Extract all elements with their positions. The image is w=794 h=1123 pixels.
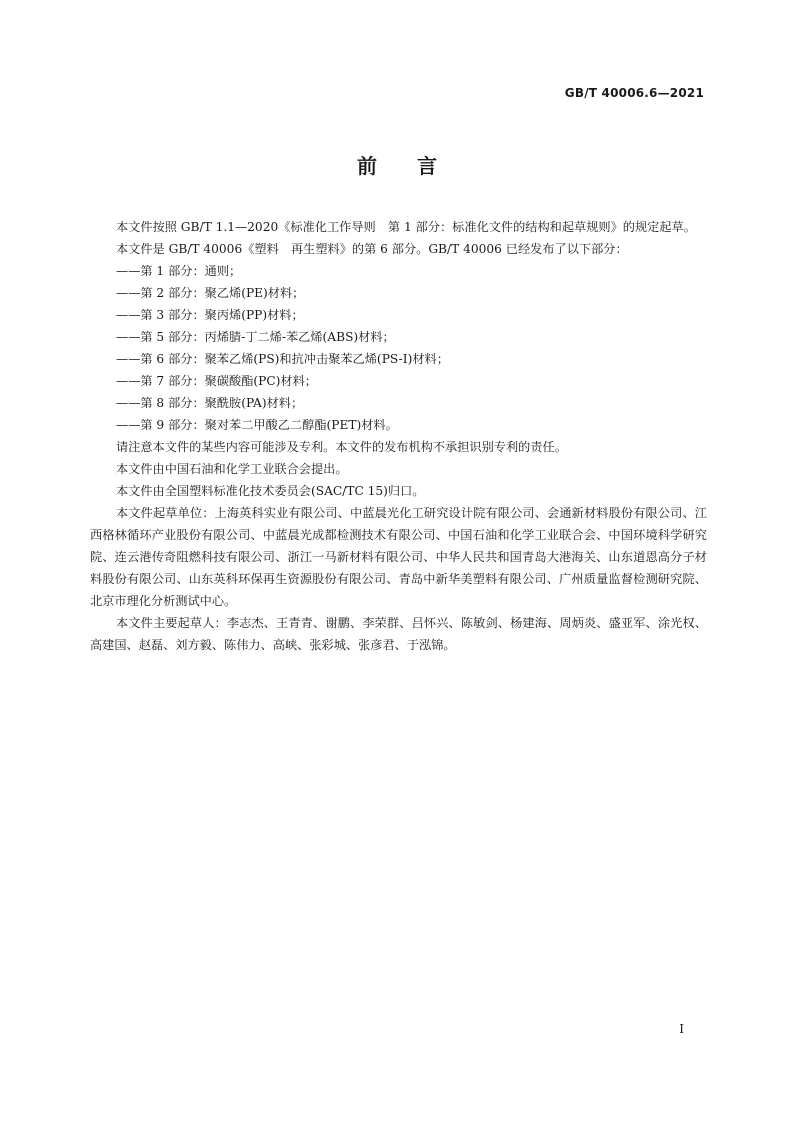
list-item: ——第 2 部分：聚乙烯(PE)材料； bbox=[116, 286, 305, 300]
list-item: ——第 1 部分：通则； bbox=[116, 264, 242, 278]
paragraph-administered-by: 本文件由全国塑料标准化技术委员会(SAC/TC 15)归口。 bbox=[116, 484, 425, 498]
list-item: ——第 8 部分：聚酰胺(PA)材料； bbox=[116, 396, 304, 410]
page-title: 前言 bbox=[357, 154, 477, 178]
paragraph-drafters: 本文件主要起草人：李志杰、王青青、谢鹏、李荣群、吕怀兴、陈敏剑、杨建海、周炳炎、盛亚军、涂光权、高建国、赵磊、刘方毅、陈伟力、高峡、张彩城、张彦君、于泓锦。 bbox=[90, 616, 707, 652]
list-item: ——第 6 部分：聚苯乙烯(PS)和抗冲击聚苯乙烯(PS-I)材料； bbox=[116, 352, 449, 366]
foreword-body bbox=[90, 216, 707, 656]
list-item: ——第 9 部分：聚对苯二甲酸乙二醇酯(PET)材料。 bbox=[116, 418, 398, 432]
page-number: I bbox=[679, 1022, 684, 1036]
paragraph-proposed-by: 本文件由中国石油和化学工业联合会提出。 bbox=[116, 462, 348, 476]
paragraph-patent-notice: 请注意本文件的某些内容可能涉及专利。本文件的发布机构不承担识别专利的责任。 bbox=[116, 440, 567, 454]
paragraph-series-intro: 本文件是 GB/T 40006《塑料 再生塑料》的第 6 部分。GB/T 40006 已经发布了以下部分： bbox=[116, 242, 628, 256]
list-item: ——第 7 部分：聚碳酸酯(PC)材料； bbox=[116, 374, 317, 388]
paragraph-drafting-units: 本文件起草单位：上海英科实业有限公司、中蓝晨光化工研究设计院有限公司、会通新材料股份有限公司、江西格林循环产业股份有限公司、中蓝晨光成都检测技术有限公司、中国石油和化学工业联合会、中国环境科学研究院、连云港传奇阻燃科技有限公司、浙江一马新材料有限公司、中华人民共和国青岛大港海关、山东道恩高分子材料股份有限公司、山东英科环保再生资源股份有限公司、青岛中新华美塑料有限公司、广州质量监督检测研究院、北京市理化分析测试中心。 bbox=[90, 506, 707, 608]
document-code: GB/T 40006.6—2021 bbox=[564, 86, 704, 100]
list-item: ——第 5 部分：丙烯腈-丁二烯-苯乙烯(ABS)材料； bbox=[116, 330, 395, 344]
paragraph-drafting-rules: 本文件按照 GB/T 1.1—2020《标准化工作导则 第 1 部分：标准化文件的结构和起草规则》的规定起草。 bbox=[116, 220, 696, 234]
list-item: ——第 3 部分：聚丙烯(PP)材料； bbox=[116, 308, 304, 322]
